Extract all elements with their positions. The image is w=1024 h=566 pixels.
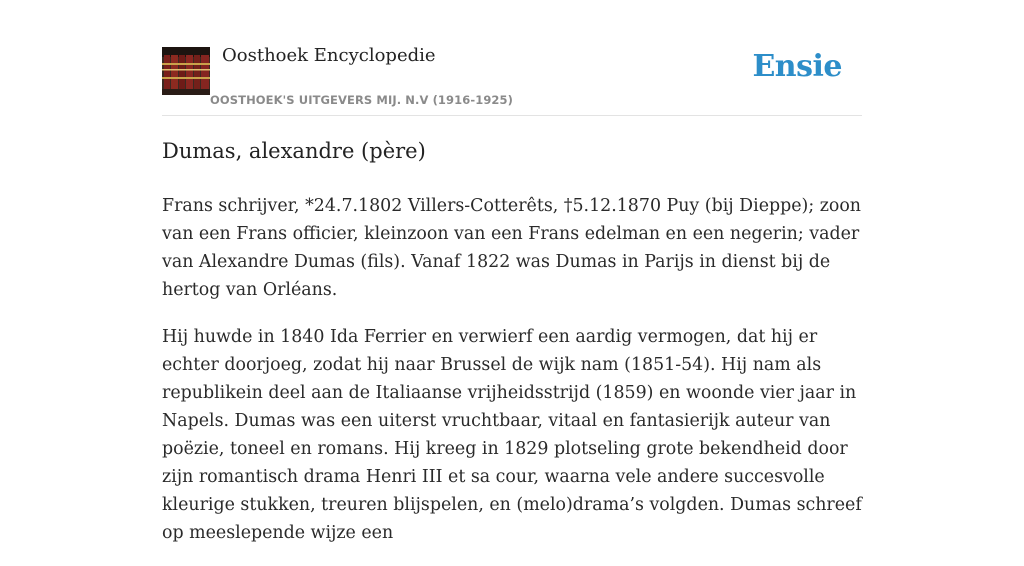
source-subtitle: OOSTHOEK'S UITGEVERS MIJ. N.V (1916-1925) — [210, 93, 513, 107]
source-name[interactable]: Oosthoek Encyclopedie — [222, 45, 436, 66]
ensie-logo[interactable]: Ensie — [752, 49, 842, 84]
article-body — [162, 192, 862, 566]
article-paragraph: Frans schrijver, *24.7.1802 Villers-Cotterêts, †5.12.1870 Puy (bij Dieppe); zoon van een Frans officier, kleinzoon van een Frans edelman en een negerin; vader van Alexandre Dumas (fils). Vanaf 1822 was Dumas in Parijs in dienst bij de hertog van Orléans. — [162, 196, 862, 300]
source-header — [162, 0, 862, 116]
encyclopedia-books-icon — [162, 47, 210, 95]
source-avatar[interactable] — [162, 47, 210, 95]
article-paragraph: Hij huwde in 1840 Ida Ferrier en verwierf een aardig vermogen, dat hij er echter doorjoeg, zodat hij naar Brussel de wijk nam (1851-54). Hij nam als republikein deel aan de Italiaanse vrijheidsstrijd (1859) en woonde vier jaar in Napels. Dumas was een uiterst vruchtbaar, vitaal en fantasierijk auteur van poëzie, toneel en romans. Hij kreeg in 1829 plotseling grote bekendheid door zijn romantisch drama Henri III et sa cour, waarna vele andere succesvolle kleurige stukken, treuren blijspelen, en (melo)drama’s volgden. Dumas schreef op meeslepende wijze een — [162, 327, 862, 543]
page — [162, 0, 862, 543]
article-title: Dumas, alexandre (père) — [162, 139, 426, 163]
